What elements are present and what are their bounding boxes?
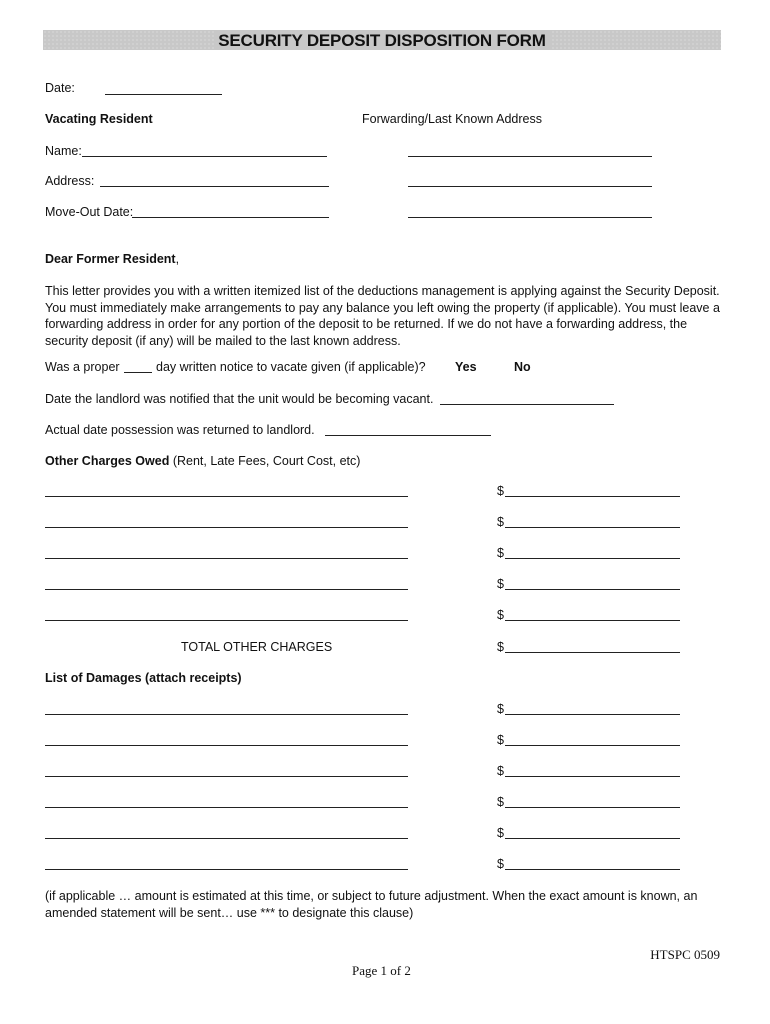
- damage-description-field[interactable]: [45, 807, 408, 808]
- yes-option[interactable]: Yes: [455, 360, 477, 374]
- other-charge-amount-field[interactable]: [505, 620, 680, 621]
- forwarding-line-3[interactable]: [408, 217, 652, 218]
- other-charge-amount-field[interactable]: [505, 558, 680, 559]
- damage-amount-field[interactable]: [505, 745, 680, 746]
- landlord-notified-label: Date the landlord was notified that the unit would be becoming vacant.: [45, 392, 434, 406]
- currency-symbol: $: [497, 546, 504, 560]
- other-charge-description-field[interactable]: [45, 496, 408, 497]
- damage-description-field[interactable]: [45, 714, 408, 715]
- other-charge-description-field[interactable]: [45, 527, 408, 528]
- forwarding-line-2[interactable]: [408, 186, 652, 187]
- damage-description-field[interactable]: [45, 776, 408, 777]
- name-label: Name:: [45, 144, 82, 158]
- currency-symbol: $: [497, 795, 504, 809]
- other-charges-note: (Rent, Late Fees, Court Cost, etc): [172, 454, 361, 468]
- name-field[interactable]: [82, 156, 327, 157]
- notice-prefix: Was a proper: [45, 360, 120, 374]
- other-charge-amount-field[interactable]: [505, 589, 680, 590]
- currency-symbol: $: [497, 826, 504, 840]
- damage-amount-field[interactable]: [505, 869, 680, 870]
- intro-paragraph: This letter provides you with a written itemized list of the deductions management is applying against the Security Deposit. You must immediately make arrangements to pay any balance you left owing the property (if applicable). You must leave a forwarding address in order for any portion of the deposit to be returned. If we do not have a forwarding address, the security deposit (if any) will be mailed to the last known address.: [45, 284, 720, 348]
- date-label: Date:: [45, 81, 75, 95]
- damages-heading: List of Damages (attach receipts): [45, 671, 242, 685]
- damage-amount-field[interactable]: [505, 776, 680, 777]
- total-other-charges-label: TOTAL OTHER CHARGES: [181, 640, 333, 654]
- other-charge-amount-field[interactable]: [505, 527, 680, 528]
- salutation-comma: ,: [175, 252, 180, 266]
- currency-symbol: $: [497, 733, 504, 747]
- currency-symbol: $: [497, 764, 504, 778]
- other-charge-description-field[interactable]: [45, 589, 408, 590]
- currency-symbol: $: [497, 608, 504, 622]
- currency-symbol: $: [497, 857, 504, 871]
- vacating-resident-heading: Vacating Resident: [45, 112, 153, 126]
- notice-suffix: day written notice to vacate given (if applicable)?: [156, 360, 426, 374]
- salutation-text: Dear Former Resident: [45, 252, 176, 266]
- form-title: SECURITY DEPOSIT DISPOSITION FORM: [214, 31, 549, 50]
- landlord-notified-field[interactable]: [440, 404, 614, 405]
- damage-amount-field[interactable]: [505, 714, 680, 715]
- other-charge-description-field[interactable]: [45, 558, 408, 559]
- notice-days-field[interactable]: [124, 372, 152, 373]
- currency-symbol: $: [497, 640, 504, 654]
- damage-amount-field[interactable]: [505, 838, 680, 839]
- other-charges-heading: [45, 454, 360, 469]
- date-field[interactable]: [105, 94, 222, 95]
- currency-symbol: $: [497, 702, 504, 716]
- address-field[interactable]: [100, 186, 329, 187]
- currency-symbol: $: [497, 484, 504, 498]
- address-label: Address:: [45, 174, 95, 188]
- possession-returned-label: Actual date possession was returned to landlord.: [45, 423, 315, 437]
- currency-symbol: $: [497, 577, 504, 591]
- other-charges-title: Other Charges Owed: [45, 454, 170, 468]
- damage-description-field[interactable]: [45, 869, 408, 870]
- damage-amount-field[interactable]: [505, 807, 680, 808]
- move-out-label: Move-Out Date:: [45, 205, 134, 219]
- forwarding-address-heading: Forwarding/Last Known Address: [362, 112, 542, 126]
- title-bar: [43, 30, 721, 50]
- other-charge-amount-field[interactable]: [505, 496, 680, 497]
- forwarding-line-1[interactable]: [408, 156, 652, 157]
- move-out-field[interactable]: [132, 217, 329, 218]
- currency-symbol: $: [497, 515, 504, 529]
- no-option[interactable]: No: [514, 360, 531, 374]
- page-number: Page 1 of 2: [352, 963, 411, 978]
- possession-returned-field[interactable]: [325, 435, 491, 436]
- other-charge-description-field[interactable]: [45, 620, 408, 621]
- salutation: [45, 252, 179, 267]
- total-other-charges-amount[interactable]: [505, 652, 680, 653]
- damage-description-field[interactable]: [45, 745, 408, 746]
- form-code: HTSPC 0509: [650, 947, 720, 962]
- damage-description-field[interactable]: [45, 838, 408, 839]
- footnote: (if applicable … amount is estimated at this time, or subject to future adjustment. When the exact amount is known, an amended statement will be sent… use *** to designate this clause): [45, 889, 698, 920]
